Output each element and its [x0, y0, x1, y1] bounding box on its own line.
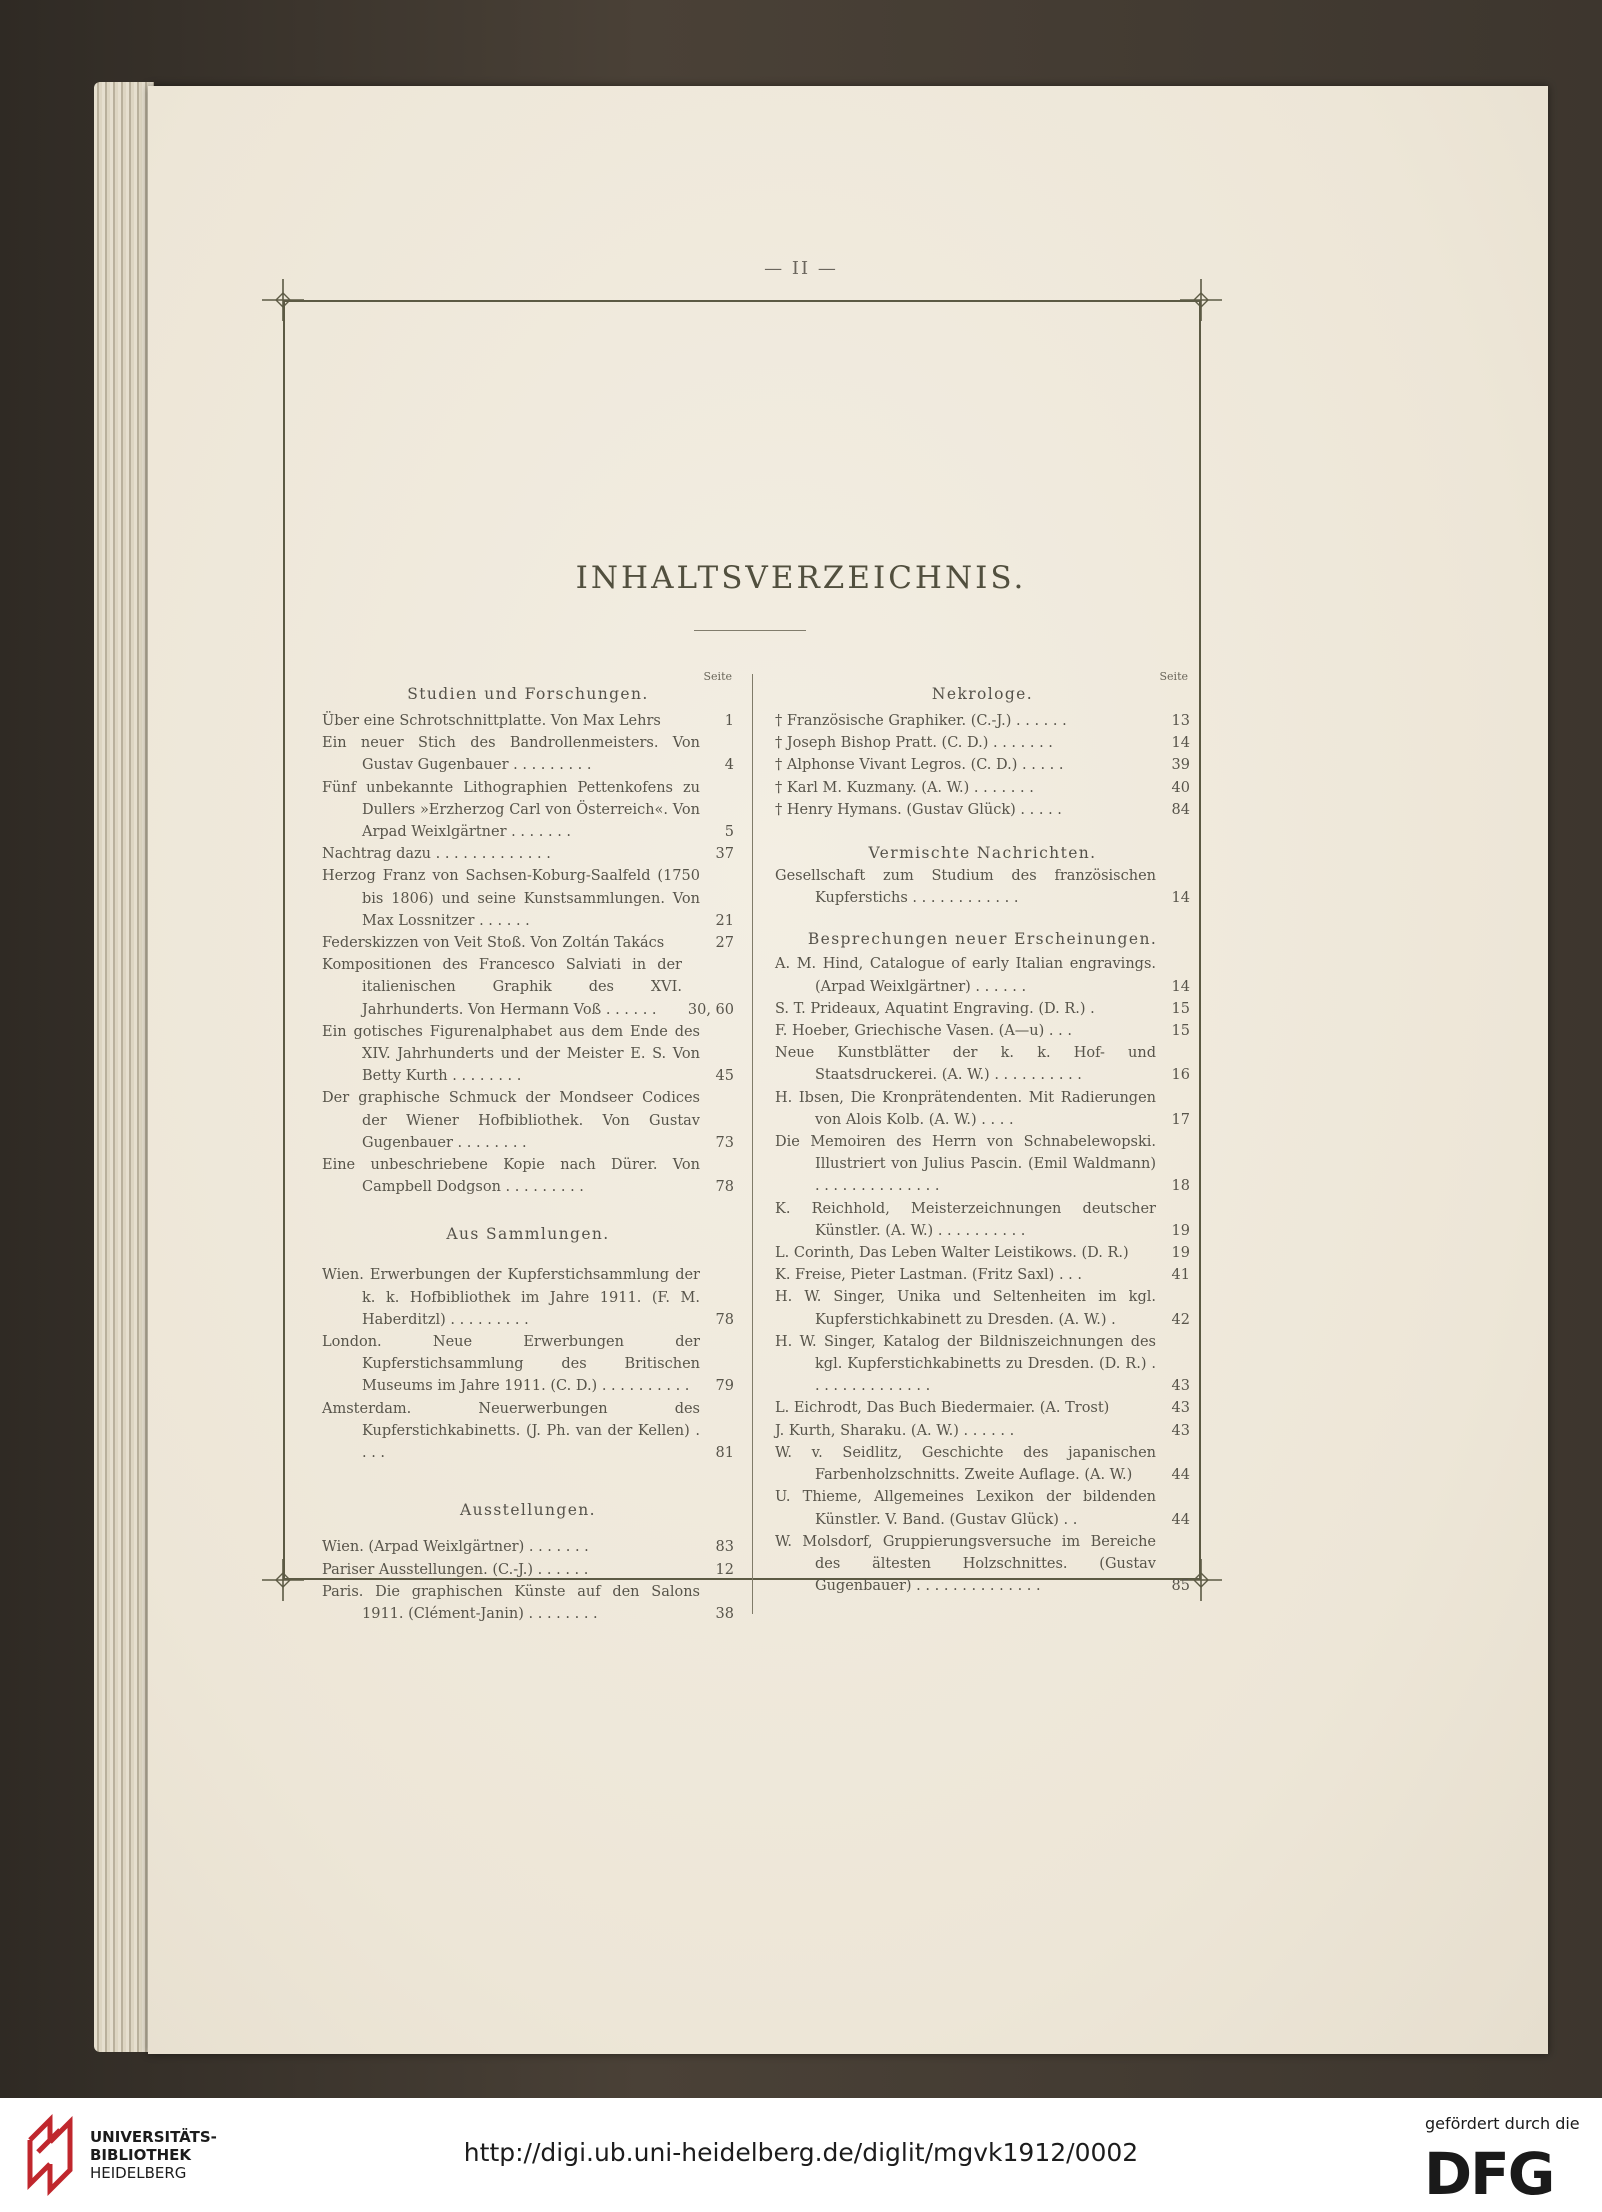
section-heading: Aus Sammlungen. — [446, 1225, 610, 1244]
toc-entry: L. Eichrodt, Das Buch Biedermaier. (A. Trost) 43 — [775, 1400, 1190, 1417]
viewer-footer — [0, 2098, 1602, 2212]
toc-entry: Die Memoiren des Herrn von Schnabelewopski. Illustriert von Julius Pascin. (Emil Waldmann) . . . . . . . . . . . . . . 18 — [775, 1134, 1190, 1195]
toc-entry: † Henry Hymans. (Gustav Glück) . . . . . 84 — [775, 801, 1190, 818]
corner-ornament-icon — [1176, 275, 1226, 325]
toc-entry: F. Hoeber, Griechische Vasen. (A—u) . . . 15 — [775, 1023, 1190, 1040]
toc-entry: Pariser Ausstellungen. (C.-J.) . . . . . . 12 — [322, 1561, 734, 1578]
section-heading: Vermischte Nachrichten. — [868, 844, 1097, 863]
toc-entry: U. Thieme, Allgemeines Lexikon der bildenden Künstler. V. Band. (Gustav Glück) . . 44 — [775, 1489, 1190, 1528]
library-name[interactable]: UNIVERSITÄTS- BIBLIOTHEK HEIDELBERG — [90, 2128, 217, 2182]
toc-entry: † Alphonse Vivant Legros. (C. D.) . . . . . 39 — [775, 757, 1190, 774]
page-title: INHALTSVERZEICHNIS. — [575, 560, 1027, 596]
toc-entry: † Joseph Bishop Pratt. (C. D.) . . . . . . . 14 — [775, 735, 1190, 752]
dfg-logo-text: DFG — [1424, 2144, 1554, 2200]
toc-entry: † Französische Graphiker. (C.-J.) . . . . . . 13 — [775, 713, 1190, 729]
toc-entry: Neue Kunstblätter der k. k. Hof- und Staatsdruckerei. (A. W.) . . . . . . . . . . 16 — [775, 1045, 1190, 1084]
toc-entry: A. M. Hind, Catalogue of early Italian engravings. (Arpad Weixlgärtner) . . . . . . 14 — [775, 956, 1190, 995]
left-column — [322, 670, 734, 1625]
toc-entry: Wien. (Arpad Weixlgärtner) . . . . . . . 83 — [322, 1539, 734, 1556]
toc-entry: L. Corinth, Das Leben Walter Leistikows. (D. R.) 19 — [775, 1245, 1190, 1262]
section-heading: Besprechungen neuer Erscheinungen. — [807, 930, 1158, 949]
toc-entry: K. Freise, Pieter Lastman. (Fritz Saxl) . . . 41 — [775, 1267, 1190, 1284]
seite-label: Seite — [1159, 670, 1188, 683]
toc-entry: S. T. Prideaux, Aquatint Engraving. (D. R.) . 15 — [775, 1000, 1190, 1017]
toc-entry: H. Ibsen, Die Kronprätendenten. Mit Radierungen von Alois Kolb. (A. W.) . . . . 17 — [775, 1089, 1190, 1128]
column-divider — [752, 674, 753, 1614]
toc-entry: Ein gotisches Figurenalphabet aus dem Ende des XIV. Jahrhunderts und der Meister E. S. Von Betty Kurth . . . . . . . . 45 — [322, 1023, 734, 1085]
toc-entry: Amsterdam. Neuerwerbungen des Kupferstichkabinetts. (J. Ph. van der Kellen) . . . . 81 — [322, 1400, 734, 1462]
section-heading: Studien und Forschungen. — [407, 685, 649, 703]
dfg-logo-icon[interactable] — [1424, 2144, 1586, 2200]
toc-entry: Herzog Franz von Sachsen-Koburg-Saalfeld (1750 bis 1806) und seine Kunstsammlungen. Von Max Lossnitzer . . . . . . 21 — [322, 868, 734, 929]
sponsor-text: gefördert durch die — [1425, 2114, 1580, 2133]
seite-label: Seite — [703, 670, 732, 683]
title-rule — [694, 630, 806, 631]
section-heading: Ausstellungen. — [460, 1501, 596, 1520]
toc-entry: Ein neuer Stich des Bandrollenmeisters. Von Gustav Gugenbauer . . . . . . . . . 4 — [322, 735, 734, 774]
toc-entry: K. Reichhold, Meisterzeichnungen deutscher Künstler. (A. W.) . . . . . . . . . . 19 — [775, 1200, 1190, 1239]
page-edges — [94, 82, 154, 2052]
section-heading: Nekrologe. — [931, 685, 1034, 703]
permalink-url[interactable]: http://digi.ub.uni-heidelberg.de/diglit/mgvk1912/0002 — [463, 2138, 1139, 2167]
right-column — [775, 670, 1190, 1597]
toc-entry: Der graphische Schmuck der Mondseer Codices der Wiener Hofbibliothek. Von Gustav Gugenbauer . . . . . . . . 73 — [322, 1090, 734, 1151]
toc-entry: J. Kurth, Sharaku. (A. W.) . . . . . . 43 — [775, 1422, 1190, 1439]
page-number: — II — — [764, 258, 838, 279]
toc-entry: H. W. Singer, Katalog der Bildniszeichnungen des kgl. Kupferstichkabinetts zu Dresden. (D. R.) . . . . . . . . . . . . . . 43 — [775, 1333, 1190, 1395]
toc-entry: Nachtrag dazu . . . . . . . . . . . . . 37 — [322, 846, 734, 863]
toc-entry: W. Molsdorf, Gruppierungsversuche im Bereiche des ältesten Holzschnittes. (Gustav Gugenbauer) . . . . . . . . . . . . . . 85 — [775, 1533, 1190, 1595]
toc-entry: London. Neue Erwerbungen der Kupferstichsammlung des Britischen Museums im Jahre 1911. (C. D.) . . . . . . . . . . 79 — [322, 1334, 734, 1395]
toc-entry: Kompositionen des Francesco Salviati in der italienischen Graphik des XVI. Jahrhunderts. Von Hermann Voß . . . . . . 30, 60 — [322, 957, 734, 1018]
toc-entry: H. W. Singer, Unika und Seltenheiten im kgl. Kupferstichkabinett zu Dresden. (A. W.) . 42 — [775, 1289, 1190, 1328]
toc-entry: Wien. Erwerbungen der Kupferstichsammlung der k. k. Hofbibliothek im Jahre 1911. (F. M. Haberditzl) . . . . . . . . . 78 — [322, 1267, 734, 1328]
toc-entry: W. v. Seidlitz, Geschichte des japanischen Farbenholzschnitts. Zweite Auflage. (A. W.) 44 — [775, 1444, 1190, 1484]
corner-ornament-icon — [258, 1555, 308, 1605]
toc-entry: Fünf unbekannte Lithographien Pettenkofens zu Dullers »Erzherzog Carl von Österreich«. Von Arpad Weixlgärtner . . . . . . . 5 — [322, 779, 734, 841]
toc-entry: Über eine Schrotschnittplatte. Von Max Lehrs 1 — [322, 713, 734, 729]
corner-ornament-icon — [258, 275, 308, 325]
toc-entry: Eine unbeschriebene Kopie nach Dürer. Von Campbell Dodgson . . . . . . . . . 78 — [322, 1157, 734, 1196]
toc-entry: Paris. Die graphischen Künste auf den Salons 1911. (Clément-Janin) . . . . . . . . 38 — [322, 1583, 734, 1622]
toc-entry: Gesellschaft zum Studium des französischen Kupferstichs . . . . . . . . . . . . 14 — [775, 868, 1190, 907]
toc-entry: Federskizzen von Veit Stoß. Von Zoltán Takács 27 — [322, 935, 734, 952]
toc-entry: † Karl M. Kuzmany. (A. W.) . . . . . . . 40 — [775, 779, 1190, 796]
